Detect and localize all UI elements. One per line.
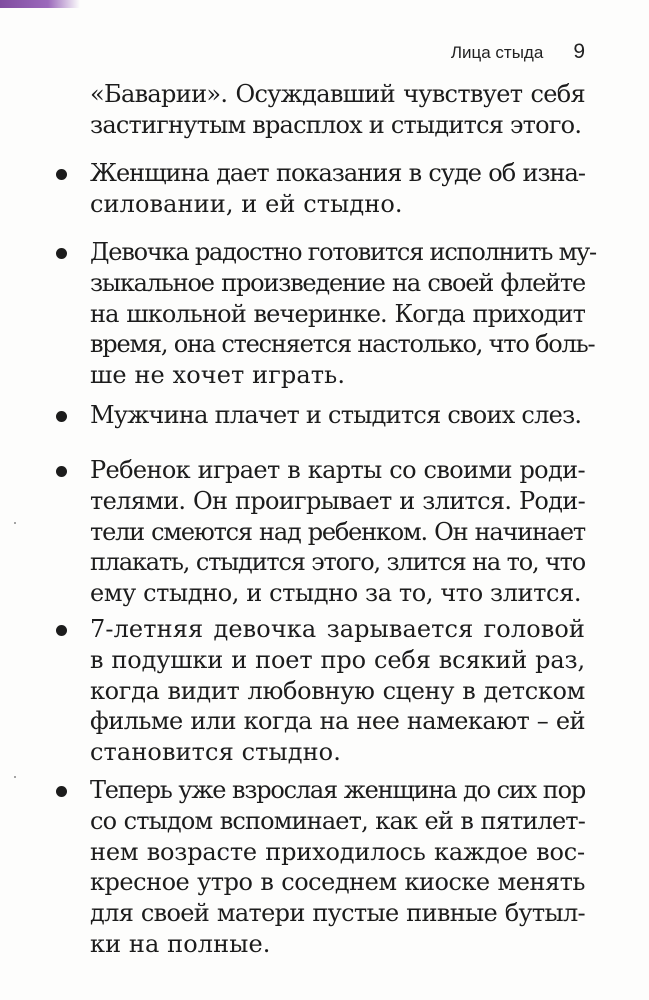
text-line: Женщина дает показания в суде об изна- bbox=[90, 159, 585, 187]
text-line: «Баварии». Осуждавший чувствует себя bbox=[90, 80, 585, 108]
bullet-point bbox=[56, 411, 67, 422]
bullet-point bbox=[56, 169, 67, 180]
bullet-point bbox=[56, 248, 67, 259]
text-line: плакать, стыдится этого, злится на то, что bbox=[90, 548, 585, 577]
text-line: нем возрасте приходилось каждое вос- bbox=[90, 837, 585, 866]
text-line: ки на полные. bbox=[90, 930, 271, 958]
scan-speck bbox=[14, 776, 16, 778]
bullet-point bbox=[56, 786, 67, 797]
bullet-point bbox=[56, 466, 67, 477]
text-line: 7-летняя девочка зарывается головой bbox=[90, 615, 585, 643]
running-title: Лица стыда bbox=[450, 43, 544, 62]
bullet-point bbox=[56, 625, 67, 636]
text-line: на школьной вечеринке. Когда приходит bbox=[90, 299, 585, 328]
text-line: время, она стесняется настолько, что боль- bbox=[90, 330, 595, 359]
text-line: для своей матери пустые пивные бутыл- bbox=[90, 899, 585, 928]
text-line: кресное утро в соседнем киоске менять bbox=[90, 868, 585, 897]
text-line: становится стыдно. bbox=[90, 738, 341, 767]
text-line: зыкальное произведение на своей флейте bbox=[90, 268, 585, 297]
text-line: со стыдом вспоминает, как ей в пятилет- bbox=[90, 806, 585, 835]
text-line: телями. Он проигрывает и злится. Роди- bbox=[90, 486, 585, 515]
text-line: Девочка радостно готовится исполнить му- bbox=[90, 238, 596, 266]
text-line: когда видит любовную сцену в детском bbox=[90, 676, 585, 705]
scan-speck bbox=[14, 522, 16, 524]
text-line: фильме или когда на нее намекают – ей bbox=[90, 707, 585, 736]
text-line: тели смеются над ребенком. Он начинает bbox=[90, 517, 585, 546]
text-line: ше не хочет играть. bbox=[90, 361, 346, 390]
text-line: в подушки и поет про себя всякий раз, bbox=[90, 645, 585, 674]
text-line: Ребенок играет в карты со своими роди- bbox=[90, 456, 585, 484]
page-number: 9 bbox=[573, 40, 585, 63]
text-line: застигнутым врасплох и стыдится этого. bbox=[90, 110, 582, 139]
text-line: ему стыдно, и стыдно за то, что злится. bbox=[90, 579, 582, 608]
text-line: Мужчина плачет и стыдится своих слез. bbox=[90, 401, 582, 429]
text-line: силовании, и ей стыдно. bbox=[90, 189, 403, 218]
text-line: Теперь уже взрослая женщина до сих пор bbox=[90, 776, 585, 804]
